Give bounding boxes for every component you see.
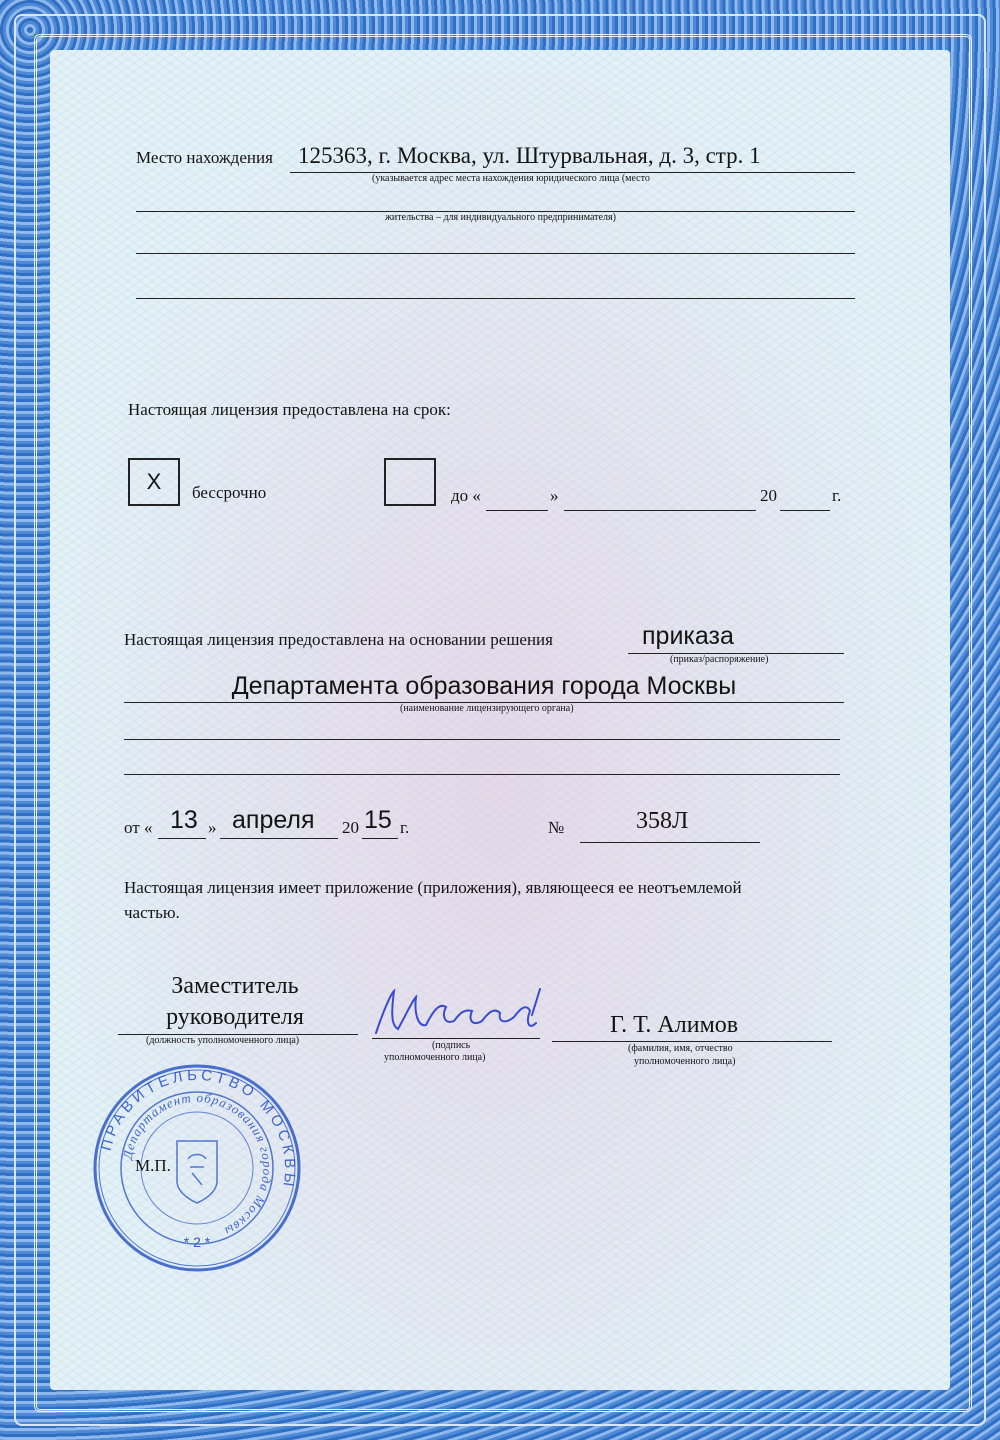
signature <box>368 985 553 1045</box>
term-heading: Настоящая лицензия предоставлена на срок: <box>128 400 451 419</box>
decision-month: апреля <box>232 806 315 834</box>
authority-line-3 <box>124 774 840 775</box>
position-hint: (должность уполномоченного лица) <box>146 1035 300 1046</box>
seal-inner-text: Департамент образования города Москвы <box>119 1089 276 1240</box>
address-line-4 <box>136 298 855 299</box>
decision-year: 15 <box>364 806 392 834</box>
name-hint-2: уполномоченного лица) <box>634 1056 736 1067</box>
appendix-note-line-1: Настоящая лицензия имеет приложение (приложения), являющееся ее неотъемлемой <box>124 878 742 897</box>
seal-outer-text: ПРАВИТЕЛЬСТВО МОСКВЫ <box>97 1066 299 1192</box>
address-hint-1: (указывается адрес места нахождения юридического лица (место <box>372 173 650 184</box>
basis-heading: Настоящая лицензия предоставлена на основании решения <box>124 630 553 649</box>
address-value: 125363, г. Москва, ул. Штурвальная, д. 3, стр. 1 <box>298 143 761 168</box>
position-line-2: руководителя <box>166 1004 304 1030</box>
until-quote-close: » <box>550 486 559 505</box>
decision-number-line <box>580 842 760 843</box>
decision-day-close: » <box>208 818 217 837</box>
until-checkbox <box>384 458 436 506</box>
mp-label: М.П. <box>135 1156 171 1175</box>
address-hint-2: жительства – для индивидуального предпринимателя) <box>385 212 616 223</box>
appendix-note-line-2: частью. <box>124 903 180 922</box>
coat-of-arms-icon <box>177 1141 217 1203</box>
indefinite-label: бессрочно <box>192 483 267 502</box>
until-month-line <box>564 510 756 511</box>
until-prefix: до « <box>451 486 481 505</box>
indefinite-checkbox-mark: Х <box>146 469 162 494</box>
until-day-line <box>486 510 548 511</box>
signature-hint-2: уполномоченного лица) <box>384 1052 486 1063</box>
name-hint-1: (фамилия, имя, отчество <box>628 1043 733 1054</box>
official-seal <box>92 1063 302 1273</box>
authority-line-2 <box>124 739 840 740</box>
signature-hint-1: (подпись <box>432 1040 471 1051</box>
until-year-suffix: г. <box>832 486 842 505</box>
seal-number: * 2 * <box>183 1234 211 1250</box>
authority-name: Департамента образования города Москвы <box>231 672 737 700</box>
decision-day-line <box>158 838 206 839</box>
address-line-3 <box>136 253 855 254</box>
indefinite-checkbox <box>128 458 180 506</box>
until-year-line <box>780 510 830 511</box>
authority-hint: (наименование лицензирующего органа) <box>400 703 574 714</box>
position-line-1: Заместитель <box>171 973 299 999</box>
decision-year-suffix: г. <box>400 818 410 837</box>
decision-type-hint: (приказ/распоряжение) <box>670 654 769 665</box>
decision-day: 13 <box>170 806 198 834</box>
until-year-prefix: 20 <box>760 486 777 505</box>
decision-year-prefix: 20 <box>342 818 359 837</box>
decision-year-line <box>362 838 398 839</box>
number-sign: № <box>548 818 565 837</box>
signatory-name: Г. Т. Алимов <box>610 1012 739 1038</box>
decision-number: 358Л <box>636 808 689 834</box>
name-line <box>552 1041 832 1042</box>
signature-line <box>372 1038 540 1039</box>
address-label: Место нахождения <box>136 148 273 167</box>
decision-month-line <box>220 838 338 839</box>
date-from: от « <box>124 818 153 837</box>
decision-type: приказа <box>642 622 734 650</box>
